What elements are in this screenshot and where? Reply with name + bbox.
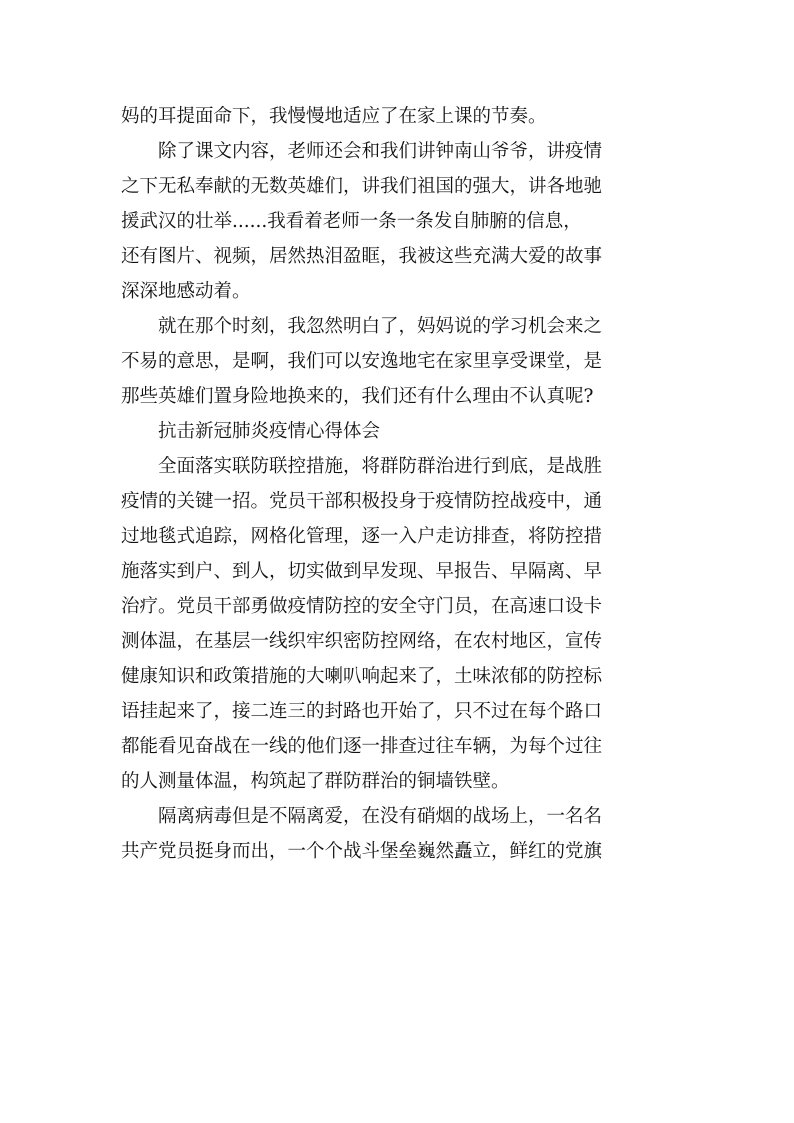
heading-line: 抗击新冠肺炎疫情心得体会 bbox=[121, 421, 381, 442]
section-heading bbox=[121, 414, 681, 449]
text-line: 深深地感动着。 bbox=[121, 281, 251, 302]
text-line: 援武汉的壮举......我看着老师一条一条发自肺腑的信息， bbox=[121, 211, 582, 232]
text-line: 健康知识和政策措施的大喇叭响起来了，土味浓郁的防控标 bbox=[121, 666, 603, 687]
text-line: 治疗。党员干部勇做疫情防控的安全守门员，在高速口设卡 bbox=[121, 596, 603, 617]
text-line: 隔离病毒但是不隔离爱，在没有硝烟的战场上，一名名 bbox=[121, 806, 603, 827]
text-line: 就在那个时刻，我忽然明白了，妈妈说的学习机会来之 bbox=[121, 316, 603, 337]
text-line: 除了课文内容，老师还会和我们讲钟南山爷爷，讲疫情 bbox=[121, 141, 603, 162]
paragraph bbox=[121, 449, 681, 799]
text-line: 语挂起来了，接二连三的封路也开始了，只不过在每个路口 bbox=[121, 701, 603, 722]
text-line: 之下无私奉献的无数英雄们，讲我们祖国的强大，讲各地驰 bbox=[121, 176, 603, 197]
text-line: 共产党员挺身而出，一个个战斗堡垒巍然矗立，鲜红的党旗 bbox=[121, 841, 603, 862]
text-line: 都能看见奋战在一线的他们逐一排查过往车辆，为每个过往 bbox=[121, 736, 603, 757]
text-line: 施落实到户、到人，切实做到早发现、早报告、早隔离、早 bbox=[121, 561, 603, 582]
text-line: 全面落实联防联控措施，将群防群治进行到底，是战胜 bbox=[121, 456, 603, 477]
paragraph bbox=[121, 309, 681, 414]
text-line: 不易的意思，是啊，我们可以安逸地宅在家里享受课堂，是 bbox=[121, 351, 603, 372]
text-line: 还有图片、视频，居然热泪盈眶，我被这些充满大爱的故事 bbox=[121, 246, 603, 267]
paragraph bbox=[121, 799, 681, 869]
text-line: 那些英雄们置身险地换来的，我们还有什么理由不认真呢? bbox=[121, 386, 594, 407]
text-line: 过地毯式追踪，网格化管理，逐一入户走访排查，将防控措 bbox=[121, 526, 603, 547]
paragraph bbox=[121, 99, 681, 134]
paragraph bbox=[121, 134, 681, 309]
text-line: 疫情的关键一招。党员干部积极投身于疫情防控战疫中，通 bbox=[121, 491, 603, 512]
text-line: 妈的耳提面命下，我慢慢地适应了在家上课的节奏。 bbox=[121, 106, 547, 127]
body-text bbox=[121, 99, 681, 869]
text-line: 的人测量体温，构筑起了群防群治的铜墙铁壁。 bbox=[121, 771, 510, 792]
text-line: 测体温，在基层一线织牢织密防控网络，在农村地区，宣传 bbox=[121, 631, 603, 652]
